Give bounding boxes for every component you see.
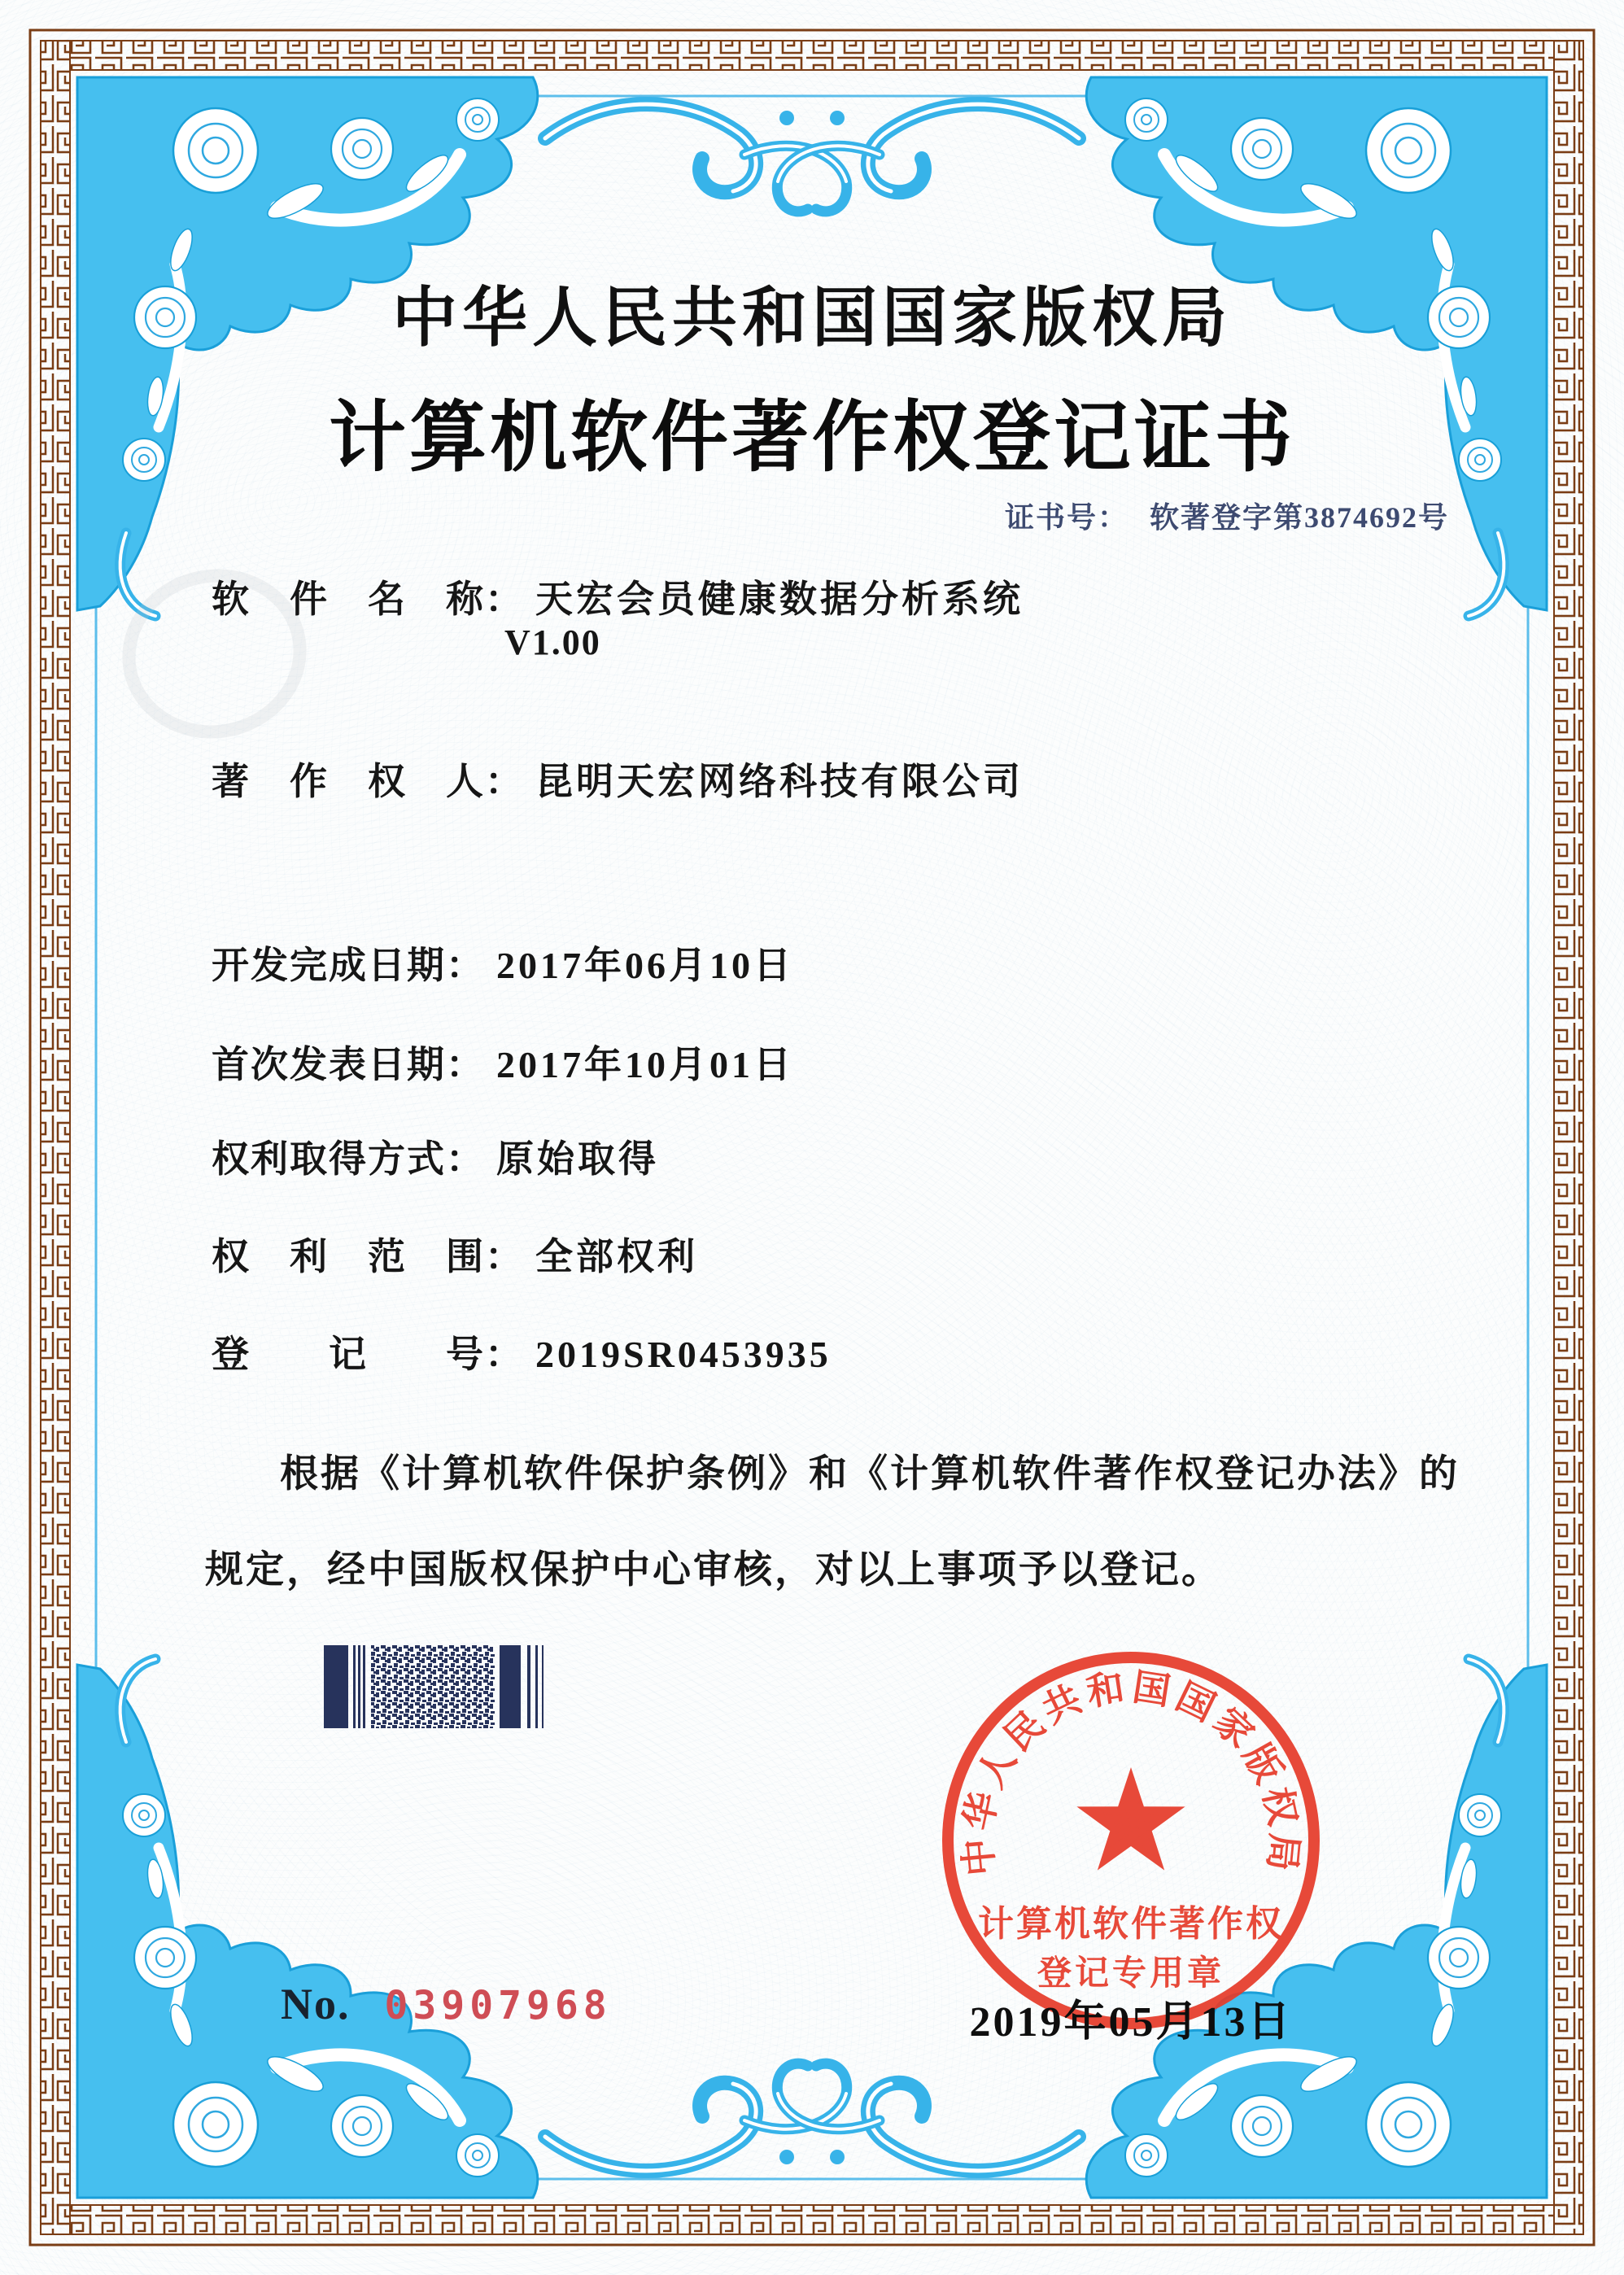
meander-band-top xyxy=(70,41,1554,70)
seal-date: 2019年05月13日 xyxy=(969,1999,1293,2046)
seal-center-line-2: 登记专用章 xyxy=(1037,1955,1225,1993)
serial-number-line xyxy=(281,1979,612,2029)
field-registration-number xyxy=(212,1325,832,1378)
meander-band-right xyxy=(1554,41,1583,2234)
field-value: 2017年10月01日 xyxy=(496,1044,794,1085)
field-value: 全部权利 xyxy=(535,1236,698,1277)
field-label: 首次发表日期： xyxy=(212,1044,485,1085)
issuing-authority-title: 中华人民共和国国家版权局 xyxy=(392,283,1232,355)
field-software-name xyxy=(212,570,1024,623)
field-value: 昆明天宏网络科技有限公司 xyxy=(535,761,1024,802)
field-rights-acquisition xyxy=(212,1129,659,1183)
meander-band-bottom xyxy=(70,2205,1554,2234)
field-label: 著 作 权 人： xyxy=(212,761,524,802)
certificate-title: 计算机软件著作权登记证书 xyxy=(328,395,1295,481)
statement-line-1: 根据《计算机软件保护条例》和《计算机软件著作权登记办法》的 xyxy=(280,1453,1460,1496)
barcode-2d xyxy=(324,1645,565,1728)
field-value: 2017年06月10日 xyxy=(496,945,794,986)
field-label: 开发完成日期： xyxy=(212,945,485,986)
seal-ring-text: 中华人民共和国国家版权局 xyxy=(956,1666,1306,1878)
field-label: 权利取得方式： xyxy=(212,1138,485,1180)
field-value: 天宏会员健康数据分析系统 xyxy=(535,579,1024,620)
field-label: 软 件 名 称： xyxy=(212,579,524,620)
certificate-number-value: 软著登字第3874692号 xyxy=(1150,501,1450,534)
field-software-version: V1.00 xyxy=(504,622,601,662)
field-value: 原始取得 xyxy=(496,1138,659,1180)
seal-center-line-1: 计算机软件著作权 xyxy=(978,1904,1284,1944)
serial-number-label: No. xyxy=(281,1980,351,2028)
field-copyright-owner xyxy=(212,752,1024,806)
field-rights-scope xyxy=(212,1227,698,1281)
meander-band-left xyxy=(41,41,70,2234)
field-first-publish-date xyxy=(212,1035,794,1089)
field-value: 2019SR0453935 xyxy=(535,1334,832,1375)
statement-line-2: 规定，经中国版权保护中心审核，对以上事项予以登记。 xyxy=(205,1549,1222,1592)
star-icon xyxy=(1076,1767,1185,1871)
official-seal xyxy=(940,1649,1322,2032)
serial-number-value: 03907968 xyxy=(384,1983,612,2028)
field-dev-complete-date xyxy=(212,936,794,989)
certificate-number-line xyxy=(1005,495,1449,536)
field-label: 登 记 号： xyxy=(212,1334,524,1375)
certificate-number-label: 证书号： xyxy=(1005,501,1129,534)
field-label: 权 利 范 围： xyxy=(212,1236,524,1277)
